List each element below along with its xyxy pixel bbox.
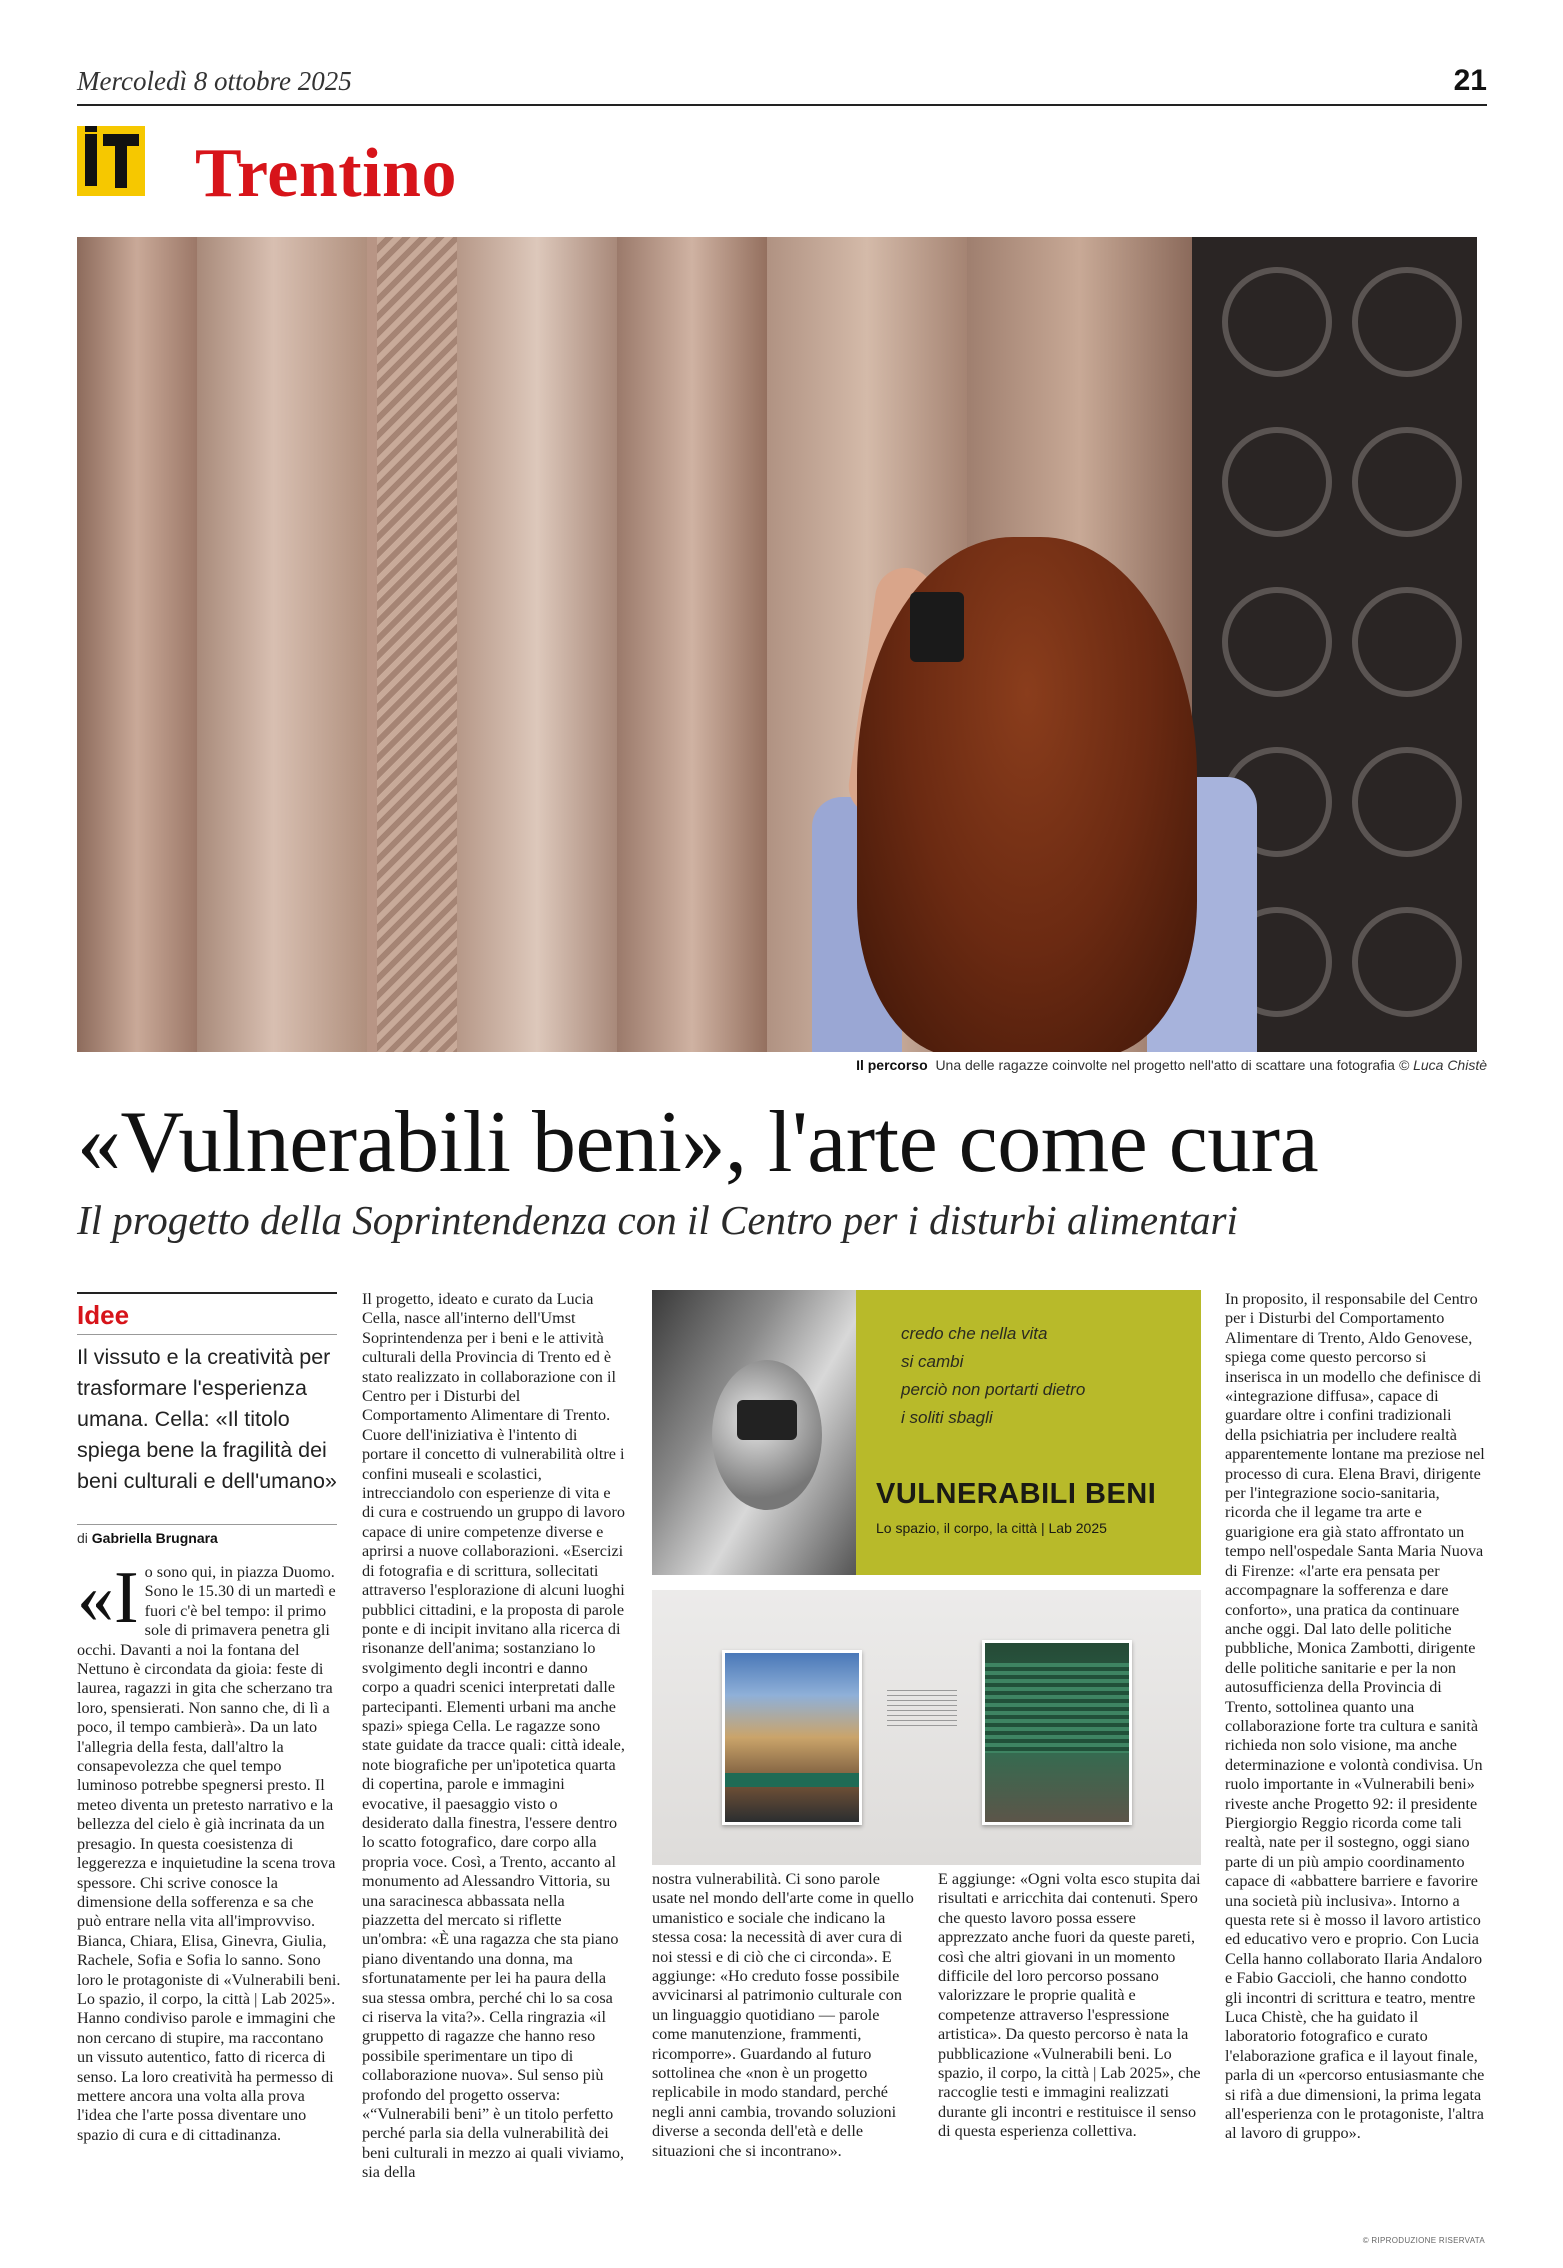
column-text: E aggiunge: «Ogni volta esco stupita dai risultati e arricchita dai contenuti. Spero che questo lavoro possa essere apprezzato anche fuori da queste pareti, così che altri giovani in un momento difficile del loro percorso possano valorizzare le proprie qualità e competenze attraverso l'espressione artistica». Da questo percorso è nata la pubblicazione «Vulnerabili beni. Lo spazio, il corpo, la città | Lab 2025», che raccoglie testi e immagini realizzati durante gli incontri e restituisce il senso di questa esperienza collettiva. — [938, 1870, 1201, 2141]
phone-icon — [910, 592, 964, 662]
article-column-1 — [77, 1563, 341, 2229]
byline-prefix: di — [77, 1530, 88, 1546]
byline-author: Gabriella Brugnara — [91, 1530, 218, 1546]
exhibition-photo — [652, 1590, 1201, 1865]
poster-image — [652, 1290, 1201, 1575]
byline — [77, 1530, 218, 1546]
framed-photo-shutter — [982, 1640, 1132, 1825]
caption-label: Il percorso — [856, 1057, 928, 1073]
article-column-2 — [362, 1290, 626, 2232]
caption-text: Una delle ragazze coinvolte nel progetto nell'atto di scattare una fotografia — [935, 1057, 1395, 1073]
sidebar-divider — [77, 1334, 337, 1335]
sidebar-summary: Il vissuto e la creatività per trasformare l'esperienza umana. Cella: «Il titolo spiega bene la fragilità dei beni culturali e dell'umano» — [77, 1345, 337, 1493]
column-text: Il progetto, ideato e curato da Lucia Cella, nasce all'interno dell'Umst Soprintendenza per i beni e le attività culturali della Provincia di Trento ed è stato realizzato in collaborazione con il Centro per i Disturbi del Comportamento Alimentare di Trento. Cuore dell'iniziativa è l'intento di portare il concetto di vulnerabilità oltre i confini museali e scolastici, intrecciandolo con esperienze di vita e di cura e costruendo un gruppo di lavoro capace di unire competenze diverse e aprirsi a nuove collaborazioni. «Esercizi di fotografia e di scrittura, sollecitati attraverso l'esplorazione di alcuni luoghi pubblici cittadini, e la proposta di parole ponte e di incipit invitano alla ricerca di risonanze dell'anima; sostanziano lo svolgimento degli incontri e danno corpo a quadri scenici interpretati dalle partecipanti. Elementi urbani ma anche spazi» spiega Cella. Le ragazze sono state guidate da tracce quali: città ideale, note biografiche per un'ipotetica quarta di copertina, parole e immagini evocative, il paesaggio visto o desiderato dalla finestra, l'essere dentro lo scatto fotografico, dare corpo alla propria voce. Così, a Trento, accanto al monumento ad Alessandro Vittoria, su una saracinesca abbassata nella piazzetta del mercato si riflette un'ombra: «È una ragazza che sta piano piano diventando una donna, ma sfortunatamente per lei ha paura della sua stessa ombra, perché chi lo sa cosa ci riserva la vita?». Cella ringrazia «il gruppetto di ragazze che hanno reso possibile sperimentare un tipo di collaborazione nuova». Sul senso più profondo del progetto osserva: «“Vulnerabili beni” è un titolo perfetto perché parla sia della vulnerabilità dei beni culturali in mezzo ai quali viviamo, sia della — [362, 1290, 625, 2182]
poster-subtitle: Lo spazio, il corpo, la città | Lab 2025 — [876, 1520, 1107, 1536]
sidebar-label: Idee — [77, 1300, 130, 1330]
article-column-3 — [652, 1870, 916, 2232]
article-column-4 — [938, 1870, 1202, 2232]
camera-icon — [737, 1400, 797, 1440]
copyright-notice: © RIPRODUZIONE RISERVATA — [1362, 2236, 1485, 2245]
page-number: 21 — [1453, 64, 1487, 97]
newspaper-logo-icon — [77, 126, 145, 196]
sidebar-divider — [77, 1292, 337, 1294]
section-title: Trentino — [195, 135, 457, 212]
column-text: o sono qui, in piazza Duomo. Sono le 15.30 di un martedì e fuori c'è bel tempo: il primo sole di primavera penetra gli occhi. Davanti a noi la fontana del Nettuno è circondata da gioia: feste di laurea, ragazzi in gita che scherzano tra loro, spensierati. Non sanno che, di lì a poco, il tempo cambierà». Da un lato l'allegria della festa, dall'altro la consapevolezza che quel tempo luminoso potrebbe spegnersi presto. Il meteo diventa un pretesto narrativo e la bellezza del cielo è già incrinata da un presagio. In questa coesistenza di leggerezza e inquietudine la scena trova spessore. Chi scrive conosce la dimensione della sofferenza e sa che può entrare nella vita all'improvviso. Bianca, Chiara, Elisa, Ginevra, Giulia, Rachele, Sofia e Sofia lo sanno. Sono loro le protagoniste di «Vulnerabili beni. Lo spazio, il corpo, la città | Lab 2025». Hanno condiviso parole e immagini che non cercano di stupire, ma raccontano un vissuto autentico, fatto di ricerca di senso. La loro creatività ha permesso di mettere ancora una volta alla prova l'idea che l'arte possa diventare uno spazio di cura e di cittadinanza. — [77, 1563, 341, 2144]
framed-photo-building — [722, 1650, 862, 1825]
caption-credit: © Luca Chistè — [1398, 1057, 1487, 1073]
photo-caption — [856, 1057, 1487, 1073]
header-divider — [77, 104, 1487, 106]
bw-photo — [652, 1290, 856, 1575]
poster-title: VULNERABILI BENI — [876, 1478, 1157, 1510]
headline: «Vulnerabili beni», l'arte come cura — [77, 1094, 1319, 1191]
dropcap: «I — [77, 1563, 139, 1639]
poster-quote: credo che nella vita si cambi perciò non portarti dietro i soliti sbagli — [901, 1324, 1086, 1427]
byline-divider — [77, 1524, 337, 1525]
poster-panel — [856, 1290, 1201, 1575]
column-text: In proposito, il responsabile del Centro per i Disturbi del Comportamento Alimentare di Trento, Aldo Genovese, spiega come questo percorso si inserisca in un modello che definisce di «integrazione diffusa», capace di guardare oltre i confini tradizionali della psichiatria per includere realtà apparentemente lontane ma preziose nel processo di cura. Elena Bravi, dirigente per l'integrazione socio-sanitaria, ricorda che il legame tra arte e guarigione era già stato affrontato un tempo nell'ospedale Santa Maria Nuova di Firenze: «l'arte era pensata per accompagnare la sofferenza e dare conforto», una pratica da continuare anche oggi. Dal lato delle politiche pubbliche, Monica Zambotti, dirigente delle politiche sanitarie e per la non autosufficienza della Provincia di Trento, sottolinea quanto una collaborazione forte tra cultura e sanità richieda non solo visione, ma anche determinazione e volontà condivisa. Un ruolo importante in «Vulnerabili beni» riveste anche Progetto 92: il presidente Piergiorgio Reggio ricorda come tali realtà, nate per il sostegno, oggi siano parte di un più ampio coordinamento capace di «abbattere barriere e favorire una società più inclusiva». Intorno a questa rete si è mosso il lavoro artistico ed educativo vero e proprio. Con Lucia Cella hanno collaborato Ilaria Andaloro e Fabio Gaccioli, che hanno condotto gli incontri di scrittura e teatro, mentre Luca Chistè, che ha guidato il laboratorio fotografico e curato l'elaborazione grafica e il layout finale, parla di un «percorso entusiasmante che si rifà a due dimensioni, la prima legata all'esperienza con le protagoniste, l'altra al lavoro di gruppo». — [1225, 1290, 1485, 2143]
girl-hair — [857, 537, 1197, 1052]
column-text: nostra vulnerabilità. Ci sono parole usate nel mondo dell'arte come in quello umanistico e sociale che indicano la stessa cosa: la necessità di aver cura di noi stessi e di ciò che ci circonda». E aggiunge: «Ho creduto fosse possibile avvicinarsi al patrimonio culturale con un linguaggio quotidiano — parole come manutenzione, frammenti, ricomporre». Guardando al futuro sottolinea che «non è un progetto replicabile in modo standard, perché negli anni cambia, trovando soluzioni diverse a seconda dell'età e delle situazioni che si incontrano». — [652, 1870, 914, 2160]
issue-date: Mercoledì 8 ottobre 2025 — [77, 66, 352, 96]
article-column-5 — [1225, 1290, 1487, 2232]
wall-label — [887, 1690, 957, 1726]
hero-photo — [77, 237, 1477, 1052]
subheadline: Il progetto della Soprintendenza con il Centro per i disturbi alimentari — [77, 1197, 1238, 1243]
